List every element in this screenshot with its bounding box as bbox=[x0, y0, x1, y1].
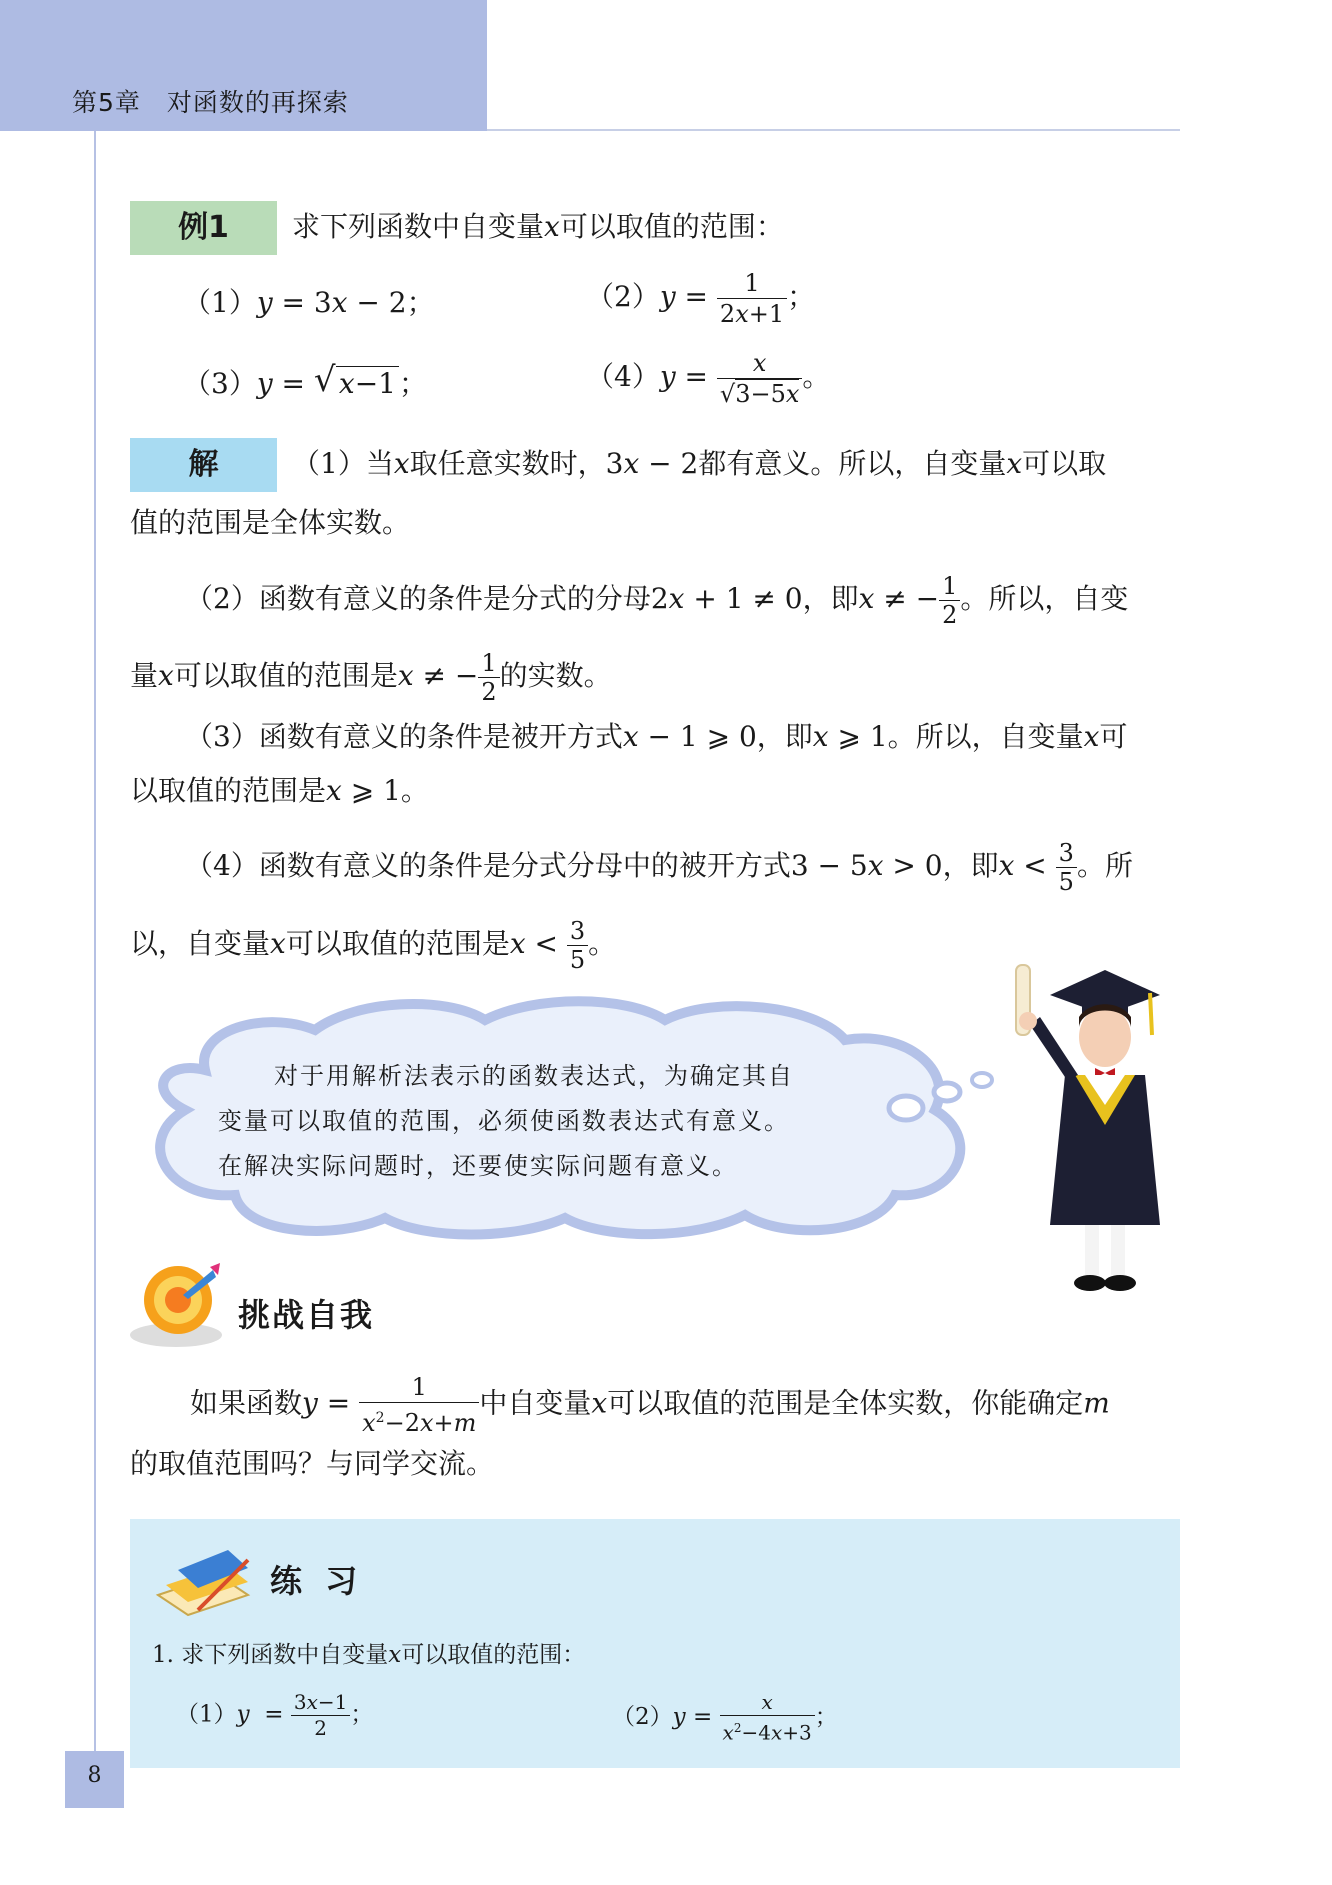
example-item-4: （4）y = $\frac{x}{√3-5x}$ 。 bbox=[586, 349, 831, 408]
solution-p2-line2: 量x可以取值的范围是x ≠ − $\frac{1}{2}$ 的实数。 bbox=[130, 649, 612, 706]
target-icon bbox=[128, 1255, 228, 1350]
challenge-line1: 如果函数y = $\frac{1}{x^2-2x+m}$ 中自变量x可以取值的范围是全体实数，你能确定m bbox=[190, 1373, 1110, 1437]
page-number: 8 bbox=[87, 1763, 102, 1788]
example-label: 例1 bbox=[130, 201, 277, 255]
thought-line-2: 变量可以取值的范围，必须使函数表达式有意义。 bbox=[218, 1107, 790, 1135]
thought-line-1: 对于用解析法表示的函数表达式，为确定其自 bbox=[274, 1062, 794, 1090]
margin-line bbox=[94, 131, 96, 1751]
solution-p2-line1: （2）函数有意义的条件是分式的分母2x + 1 ≠ 0，即x ≠ − $\frac{1}{2}$ 。所以，自变 bbox=[185, 572, 1129, 629]
exercise-item-2: （2）y = $\frac{x}{x^2-4x+3}$ ； bbox=[612, 1690, 838, 1745]
solution-p3-line1: （3）函数有意义的条件是被开方式x − 1 ⩾ 0，即x ⩾ 1。所以，自变量x可 bbox=[185, 720, 1128, 753]
example-prompt: 求下列函数中自变量x可以取值的范围： bbox=[292, 210, 784, 243]
exercise-title: 练 习 bbox=[270, 1562, 364, 1600]
thought-line-3: 在解决实际问题时，还要使实际问题有意义。 bbox=[218, 1152, 738, 1180]
thought-text bbox=[218, 1054, 828, 1189]
solution-p1-line2: 值的范围是全体实数。 bbox=[130, 506, 411, 539]
books-icon bbox=[148, 1540, 258, 1620]
solution-p1-line1: （1）当x取任意实数时，3x − 2都有意义。所以，自变量x可以取 bbox=[292, 447, 1107, 480]
solution-p4-line2: 以，自变量x可以取值的范围是x < $\frac{3}{5}$ 。 bbox=[130, 917, 617, 974]
exercise-q1: 1. 求下列函数中自变量x可以取值的范围： bbox=[152, 1642, 586, 1668]
example-item-1: （1）y = 3x − 2； bbox=[183, 286, 435, 319]
chapter-title: 第5章 对函数的再探索 bbox=[72, 88, 349, 117]
exercise-item-1: （1）y = $\frac{3x-1}{2}$ ； bbox=[176, 1690, 374, 1740]
challenge-line2: 的取值范围吗？与同学交流。 bbox=[130, 1447, 495, 1480]
solution-p4-line1: （4）函数有意义的条件是分式分母中的被开方式3 − 5x > 0，即x < $\frac{3}{5}$ 。所 bbox=[185, 839, 1133, 896]
solution-p3-line2: 以取值的范围是x ⩾ 1。 bbox=[130, 774, 429, 807]
header-rule bbox=[487, 129, 1180, 131]
example-item-3: （3）y = √ x−1 ； bbox=[183, 360, 428, 400]
solution-label: 解 bbox=[130, 438, 277, 492]
graduate-girl-illustration bbox=[1010, 955, 1180, 1310]
example-item-2: （2）y = $\frac{1}{2x+1}$ ； bbox=[586, 269, 816, 328]
challenge-title: 挑战自我 bbox=[238, 1296, 375, 1334]
